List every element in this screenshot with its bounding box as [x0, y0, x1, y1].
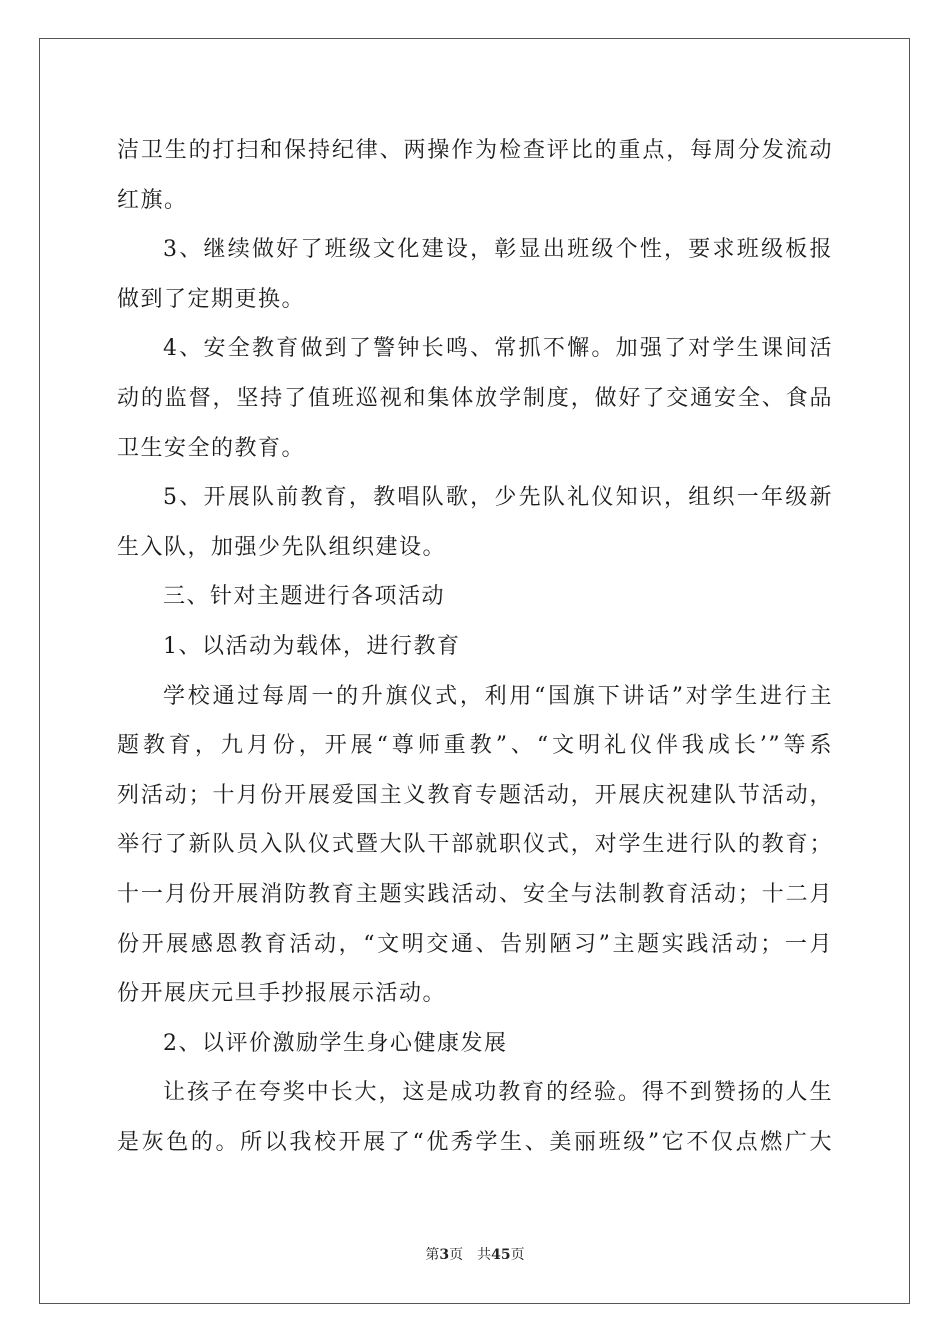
total-pages: 45	[491, 1247, 511, 1263]
text-line: 列活动；十月份开展爱国主义教育专题活动，开展庆祝建队节活动，	[117, 782, 833, 808]
section-heading: 三、针对主题进行各项活动	[163, 584, 446, 610]
text-line: 份开展庆元旦手抄报展示活动。	[117, 981, 447, 1007]
text-line: 让孩子在夸奖中长大，这是成功教育的经验。得不到赞扬的人生	[163, 1080, 833, 1106]
text-line: 做到了定期更换。	[117, 286, 306, 312]
text-line: 份开展感恩教育活动，“文明交通、告别陋习”主题实践活动；一月	[117, 931, 833, 957]
total-suffix: 页	[510, 1247, 525, 1263]
text-line: 题教育，九月份，开展“尊师重教”、“文明礼仪伴我成长’”等系	[117, 733, 833, 759]
text-line: 红旗。	[117, 187, 188, 213]
page-number: 3	[439, 1247, 450, 1263]
document-body	[117, 126, 833, 1167]
text-line: 洁卫生的打扫和保持纪律、两操作为检查评比的重点，每周分发流动	[117, 138, 833, 163]
subsection-heading: 2、以评价激励学生身心健康发展	[163, 1030, 508, 1056]
text-line: 卫生安全的教育。	[117, 435, 306, 461]
total-prefix: 共	[477, 1247, 492, 1263]
page-prefix: 第	[425, 1247, 440, 1263]
text-line: 学校通过每周一的升旗仪式，利用“国旗下讲话”对学生进行主	[163, 683, 833, 709]
page-footer	[0, 1245, 950, 1265]
page-suffix: 页	[449, 1247, 464, 1263]
subsection-heading: 1、以活动为载体，进行教育	[163, 633, 461, 659]
text-line: 十一月份开展消防教育主题实践活动、安全与法制教育活动；十二月	[117, 881, 833, 907]
text-line: 5、开展队前教育，教唱队歌，少先队礼仪知识，组织一年级新	[163, 485, 833, 511]
text-line: 生入队，加强少先队组织建设。	[117, 534, 447, 560]
text-line: 是灰色的。所以我校开展了“优秀学生、美丽班级”它不仅点燃广大	[117, 1129, 833, 1155]
text-line: 举行了新队员入队仪式暨大队干部就职仪式，对学生进行队的教育；	[117, 832, 833, 858]
text-line: 3、继续做好了班级文化建设，彰显出班级个性，要求班级板报	[163, 237, 833, 263]
text-line: 4、安全教育做到了警钟长鸣、常抓不懈。加强了对学生课间活	[163, 336, 833, 362]
text-line: 动的监督，坚持了值班巡视和集体放学制度，做好了交通安全、食品	[117, 385, 833, 411]
